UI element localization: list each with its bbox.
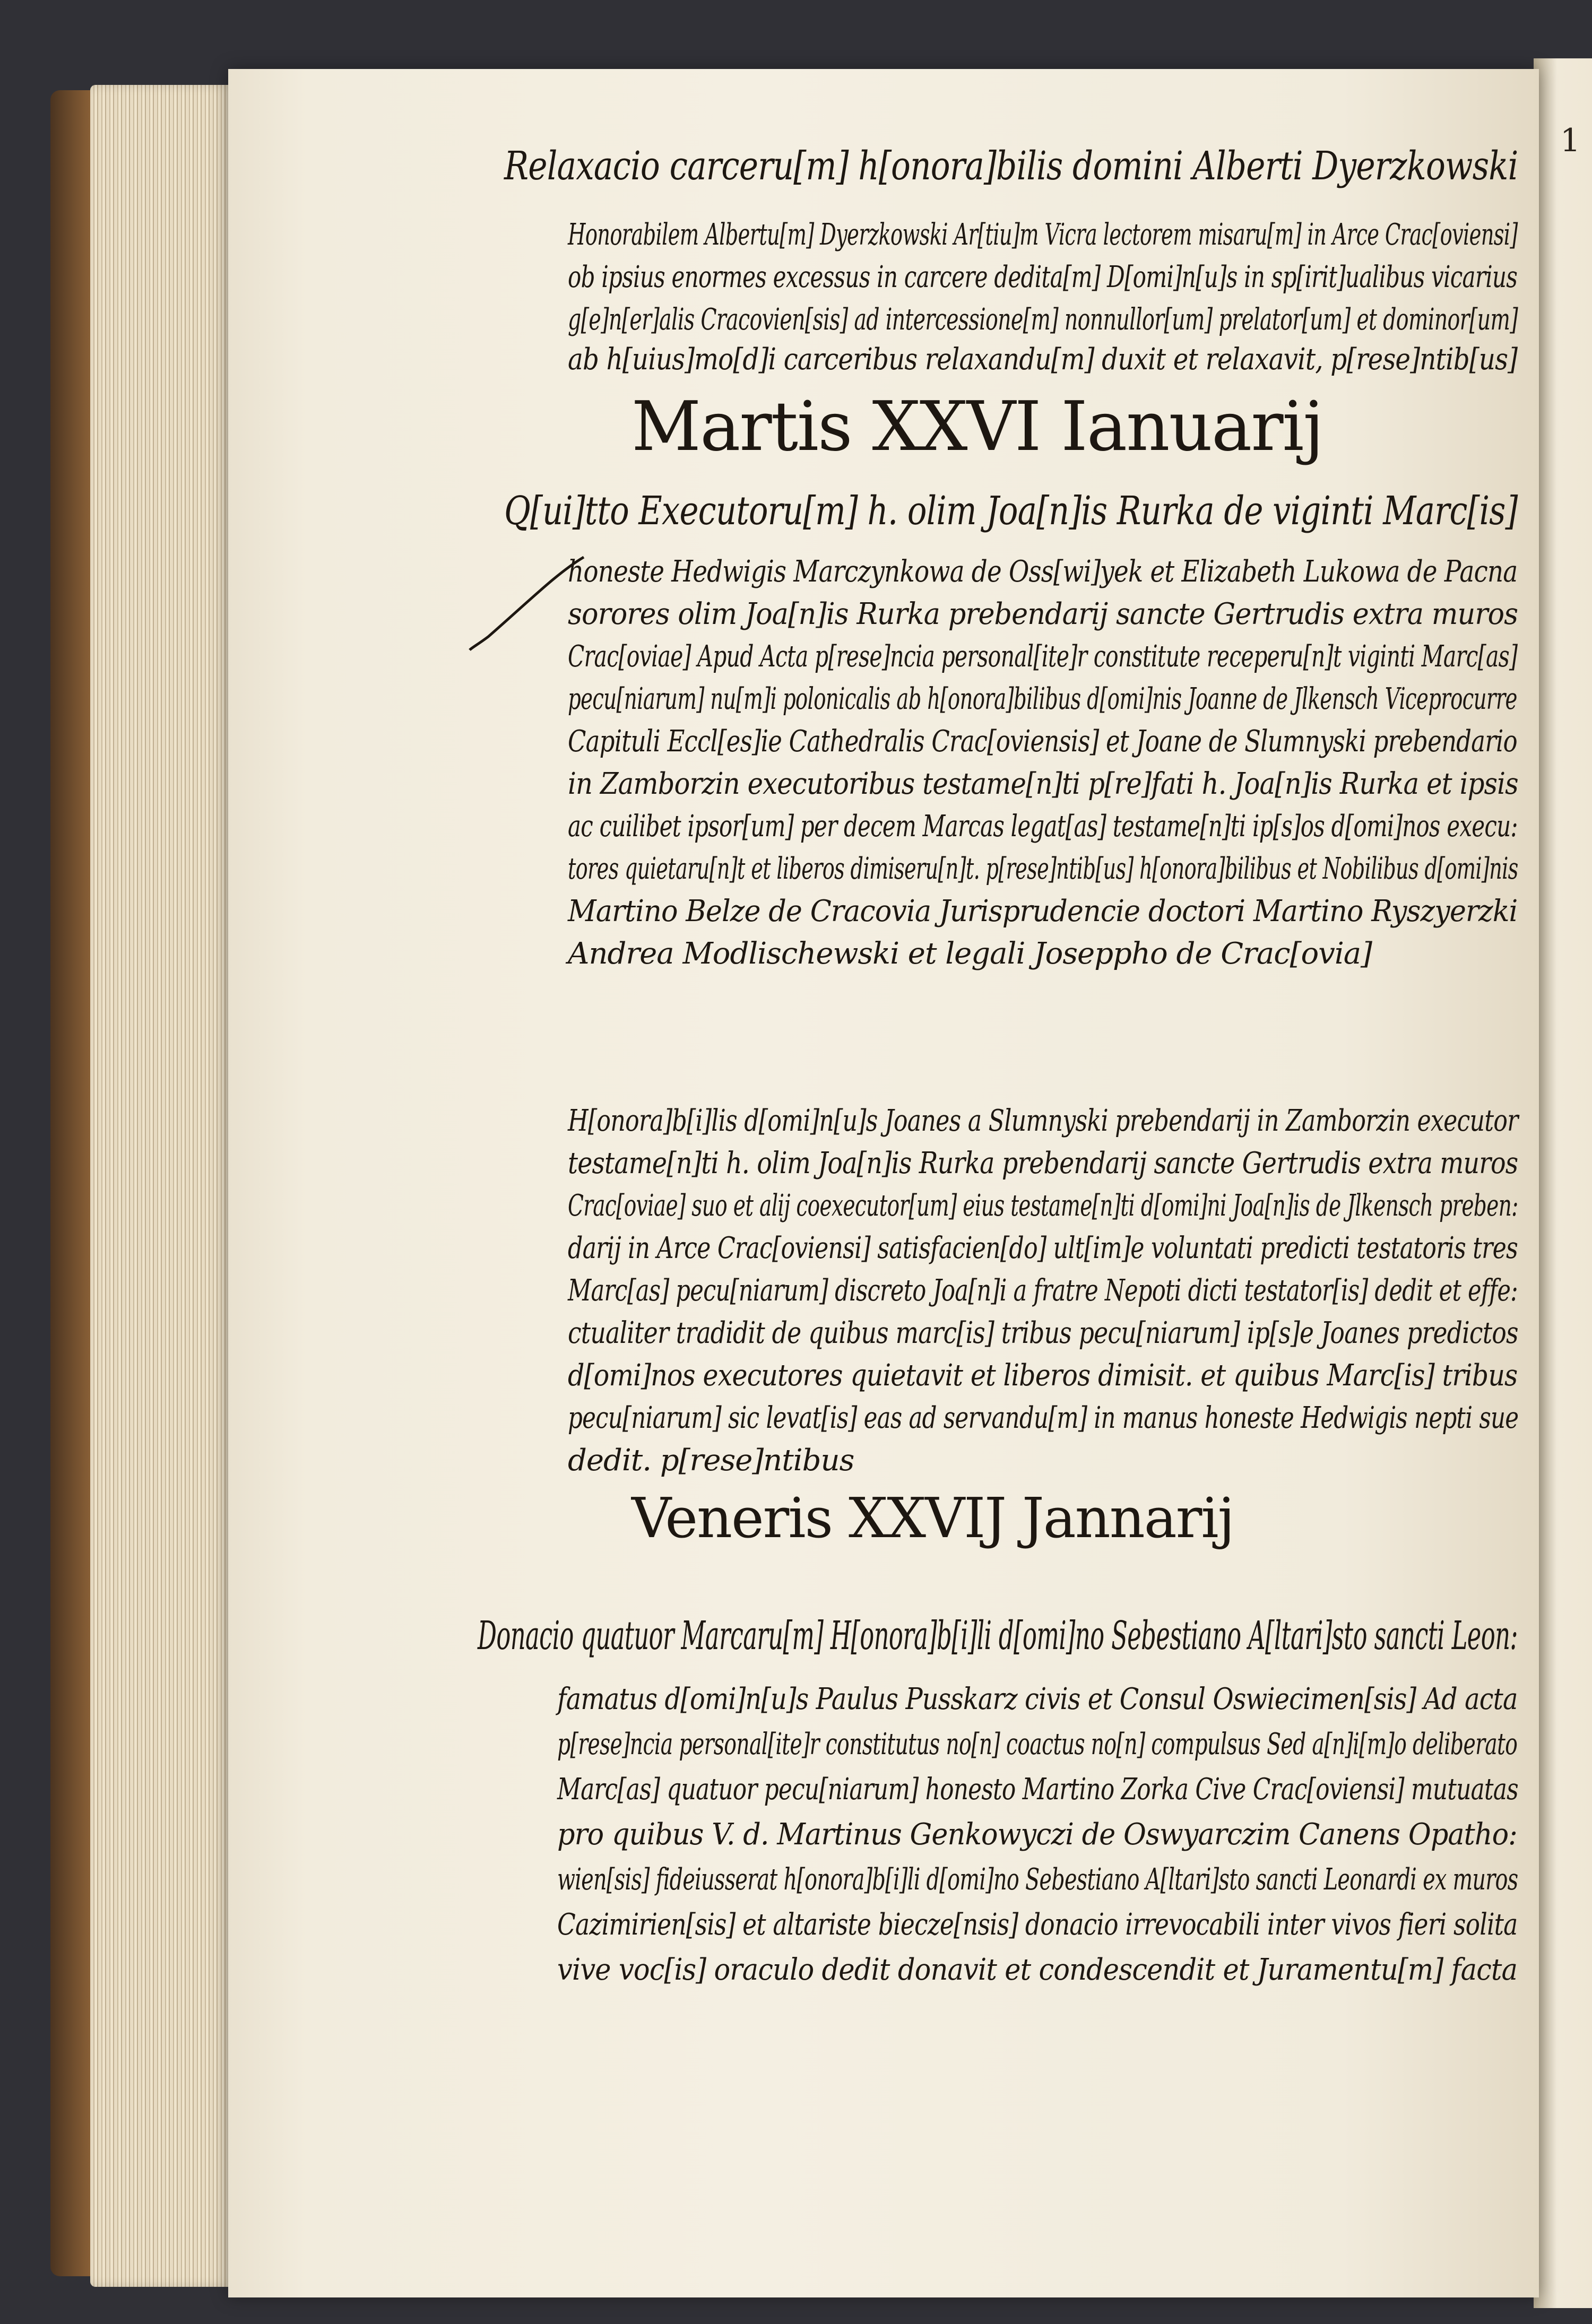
text-line: sorores olim Joa[n]is Rurka prebendarij sancte Gertrudis extra muros <box>568 597 1518 631</box>
text-line: Andrea Modlischewski et legali Joseppho de Crac[ovia] <box>568 936 1372 971</box>
text-line: Martino Belze de Cracovia Jurisprudencie doctori Martino Ryszyerzki <box>568 894 1518 929</box>
text-line: famatus d[omi]n[u]s Paulus Pusskarz civis et Consul Oswiecimen[sis] Ad acta <box>557 1682 1518 1716</box>
text-line: d[omi]nos executores quietavit et liberos dimisit. et quibus Marc[is] tribus <box>568 1358 1518 1393</box>
text-line: vive voc[is] oraculo dedit donavit et condescendit et Juramentu[m] facta <box>557 1953 1517 1987</box>
text-line: g[e]n[er]alis Cracovien[sis] ad intercessione[m] nonnullor[um] prelator[um] et dominor[um] <box>568 302 1518 337</box>
text-line: ctualiter tradidit de quibus marc[is] tribus pecu[niarum] ip[s]e Joanes predictos <box>568 1316 1518 1350</box>
text-line: Marc[as] quatuor pecu[niarum] honesto Martino Zorka Cive Crac[oviensi] mutuatas <box>557 1772 1518 1807</box>
text-line: dedit. p[rese]ntibus <box>568 1443 854 1478</box>
text-line: in Zamborzin executoribus testame[n]ti p[re]fati h. Joa[n]is Rurka et ipsis <box>568 767 1518 801</box>
text-line: wien[sis] fideiusserat h[onora]b[i]li d[omi]no Sebestiano A[ltari]sto sancti Leonardi ex muros <box>557 1862 1518 1897</box>
text-line: honeste Hedwigis Marczynkowa de Oss[wi]yek et Elizabeth Lukowa de Pacna <box>568 554 1518 589</box>
text-line: darij in Arce Crac[oviensi] satisfacien[do] ult[im]e voluntati predicti testatoris tres <box>568 1231 1518 1265</box>
text-line: pro quibus V. d. Martinus Genkowyczi de Oswyarczim Canens Opatho: <box>557 1817 1517 1852</box>
text-line: H[onora]b[i]lis d[omi]n[u]s Joanes a Slumnyski prebendarij in Zamborzin executor <box>568 1104 1518 1138</box>
text-line: testame[n]ti h. olim Joa[n]is Rurka prebendarij sancte Gertrudis extra muros <box>568 1146 1518 1181</box>
page-edges <box>90 85 233 2287</box>
text-line: Crac[oviae] Apud Acta p[rese]ncia personal[ite]r constitute receperu[n]t viginti Marc[as] <box>568 639 1518 674</box>
date-heading-martis: Martis XXVI Ianuarij <box>631 387 1323 466</box>
text-line: ac cuilibet ipsor[um] per decem Marcas legat[as] testame[n]ti ip[s]os d[omi]nos execu: <box>568 809 1518 844</box>
date-heading-veneris: Veneris XXVIJ Jannarij <box>631 1486 1234 1550</box>
text-line: pecu[niarum] sic levat[is] eas ad servandu[m] in manus honeste Hedwigis nepti sue <box>568 1401 1519 1435</box>
right-page-edge <box>1534 58 1592 2308</box>
text-line: ab h[uius]mo[d]i carceribus relaxandu[m] duxit et relaxavit, p[rese]ntib[us] <box>568 342 1518 377</box>
entry-title-relaxacio: Relaxacio carceru[m] h[onora]bilis domini Alberti Dyerzkowski <box>504 143 1518 189</box>
right-page-mark: 1 <box>1560 122 1581 159</box>
text-line: Crac[oviae] suo et alij coexecutor[um] eius testame[n]ti d[omi]ni Joa[n]is de Jlkensch preben: <box>568 1189 1518 1223</box>
text-line: Cazimirien[sis] et altariste biecze[nsis] donacio irrevocabili inter vivos fieri solita <box>557 1907 1518 1942</box>
text-line: Capituli Eccl[es]ie Cathedralis Crac[oviensis] et Joane de Slumnyski prebendario <box>568 724 1517 759</box>
text-line: Marc[as] pecu[niarum] discreto Joa[n]i a fratre Nepoti dicti testator[is] dedit et effe: <box>568 1273 1518 1308</box>
text-line: ob ipsius enormes excessus in carcere dedita[m] D[omi]n[u]s in sp[irit]ualibus vicarius <box>568 260 1518 294</box>
entry-title-quitto: Q[ui]tto Executoru[m] h. olim Joa[n]is Rurka de viginti Marc[is] <box>504 488 1518 534</box>
text-line: tores quietaru[n]t et liberos dimiseru[n]t. p[rese]ntib[us] h[onora]bilibus et Nobilibus d[omi]nis <box>568 852 1518 886</box>
text-line: pecu[niarum] nu[m]i polonicalis ab h[onora]bilibus d[omi]nis Joanne de Jlkensch Viceprocurre <box>568 682 1517 716</box>
text-line: p[rese]ncia personal[ite]r constitutus no[n] coactus no[n] compulsus Sed a[n]i[m]o deliberato <box>557 1727 1518 1762</box>
entry-title-donacio: Donacio quatuor Marcaru[m] H[onora]b[i]li d[omi]no Sebestiano A[ltari]sto sancti Leon: <box>478 1613 1518 1659</box>
text-line: Honorabilem Albertu[m] Dyerzkowski Ar[tiu]m Vicra lectorem misaru[m] in Arce Crac[oviensi] <box>568 218 1518 252</box>
